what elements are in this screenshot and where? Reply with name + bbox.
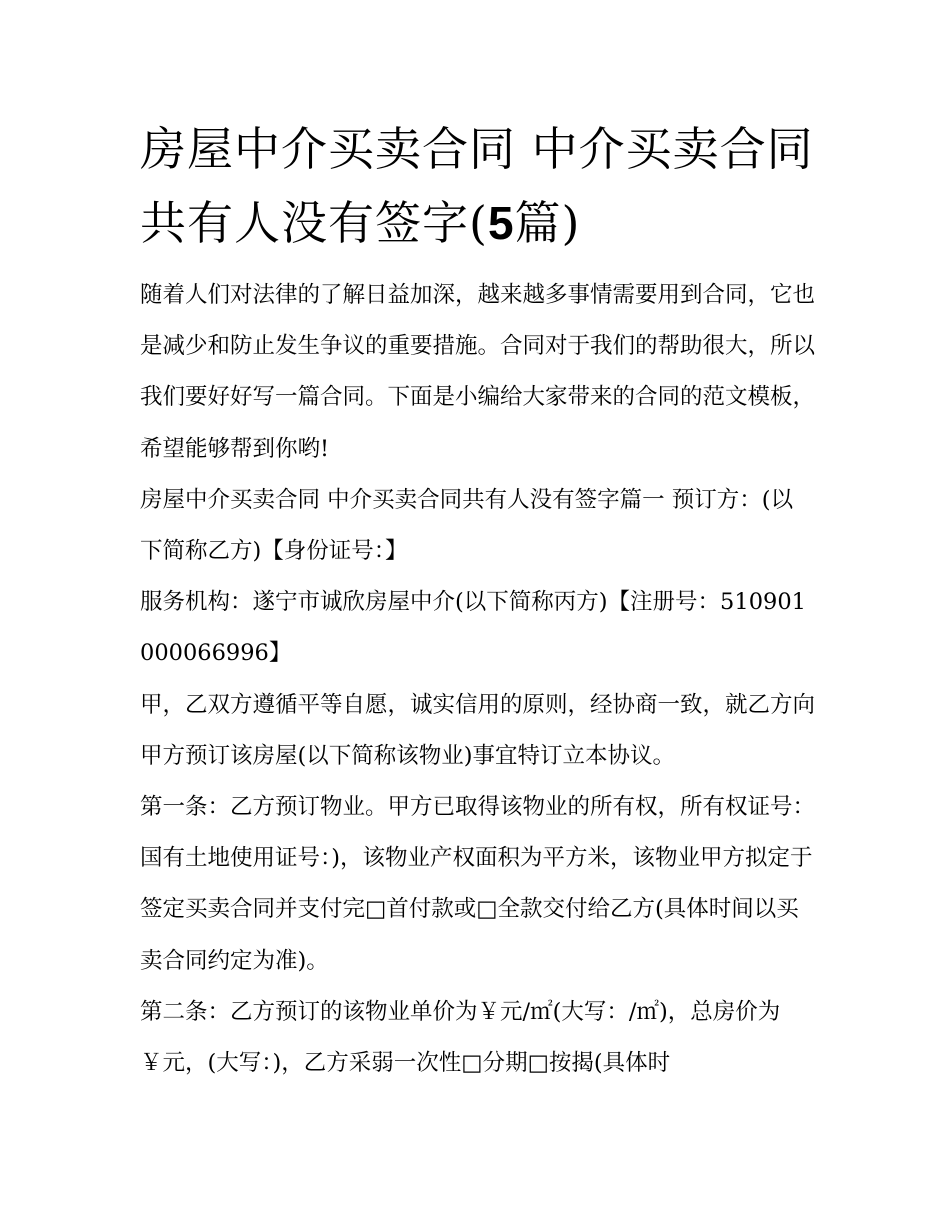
article-one-paragraph: 第一条：乙方预订物业。甲方已取得该物业的所有权，所有权证号：国有土地使用证号：)，该物业产权面积为平方米，该物业甲方拟定于签定买卖合同并支付完□首付款或□全款交付给乙方(具体时间以买卖合同约定为准)。 <box>140 794 816 974</box>
article-two-paragraph: 第二条：乙方预订的该物业单价为￥元/㎡(大写：/㎡)，总房价为￥元，(大写：)，乙方采弱一次性□分期□按揭(具体时 <box>140 998 781 1077</box>
contract-parties-paragraph: 房屋中介买卖合同 中介买卖合同共有人没有签字篇一 预订方：(以下简称乙方)【身份证号：】 <box>140 486 794 565</box>
principle-paragraph: 甲，乙双方遵循平等自愿，诚实信用的原则，经协商一致，就乙方向甲方预订该房屋(以下简称该物业)事宜特订立本协议。 <box>140 691 816 769</box>
document-body <box>140 112 815 1089</box>
intro-paragraph: 随着人们对法律的了解日益加深，越来越多事情需要用到合同，它也是减少和防止发生争议的重要措施。合同对于我们的帮助很大，所以我们要好好写一篇合同。下面是小编给大家带来的合同的范文模板，希望能够帮到你哟! <box>140 282 816 462</box>
document-title: 房屋中介买卖合同 中介买卖合同共有人没有签字(5篇) <box>140 122 814 250</box>
service-agency-paragraph: 服务机构：遂宁市诚欣房屋中介(以下简称丙方)【注册号：510901000066996】 <box>140 589 806 667</box>
